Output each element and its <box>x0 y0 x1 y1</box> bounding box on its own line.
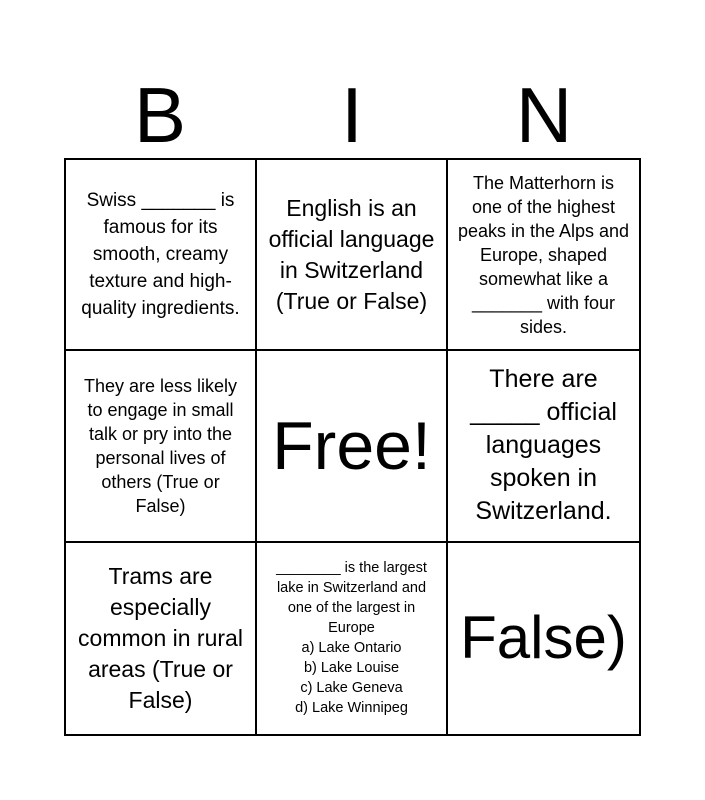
bingo-cell-9[interactable] <box>448 543 639 734</box>
bingo-cell-text: There are _____ official languages spoken in Switzerland. <box>470 365 617 526</box>
bingo-cell-free[interactable] <box>257 351 448 542</box>
bingo-cell-text: ________ is the largest lake in Switzerland and one of the largest in Europe a) Lake Ontario b) Lake Louise c) Lake Geneva d) Lake Winnipeg <box>276 560 427 717</box>
bingo-cell-text: Free! <box>272 407 431 484</box>
bingo-cell-8[interactable] <box>257 543 448 734</box>
bingo-cell-text: False) <box>460 604 627 672</box>
bingo-cell-text: English is an official language in Switzerland (True or False) <box>268 194 435 314</box>
bingo-cell-text: The Matterhorn is one of the highest peaks in the Alps and Europe, shaped somewhat like a _______ with four sides. <box>457 172 630 337</box>
header-letter-n: N <box>515 71 573 159</box>
bingo-cell-2[interactable] <box>257 160 448 351</box>
bingo-cell-3[interactable] <box>448 160 639 351</box>
bingo-cell-text: Swiss _______ is famous for its smooth, creamy texture and high-quality ingredients. <box>81 190 240 320</box>
bingo-cell-text: Trams are especially common in rural areas (True or False) <box>78 562 243 713</box>
header-letter-b: B <box>133 71 187 159</box>
header-letter-i: I <box>341 71 363 159</box>
bingo-cell-text: They are less likely to engage in small talk or pry into the personal lives of others (True or False) <box>83 375 238 516</box>
bingo-cell-7[interactable] <box>66 543 257 734</box>
bingo-board <box>64 158 641 736</box>
bingo-cell-4[interactable] <box>66 351 257 542</box>
bingo-cell-1[interactable] <box>66 160 257 351</box>
bingo-cell-6[interactable] <box>448 351 639 542</box>
